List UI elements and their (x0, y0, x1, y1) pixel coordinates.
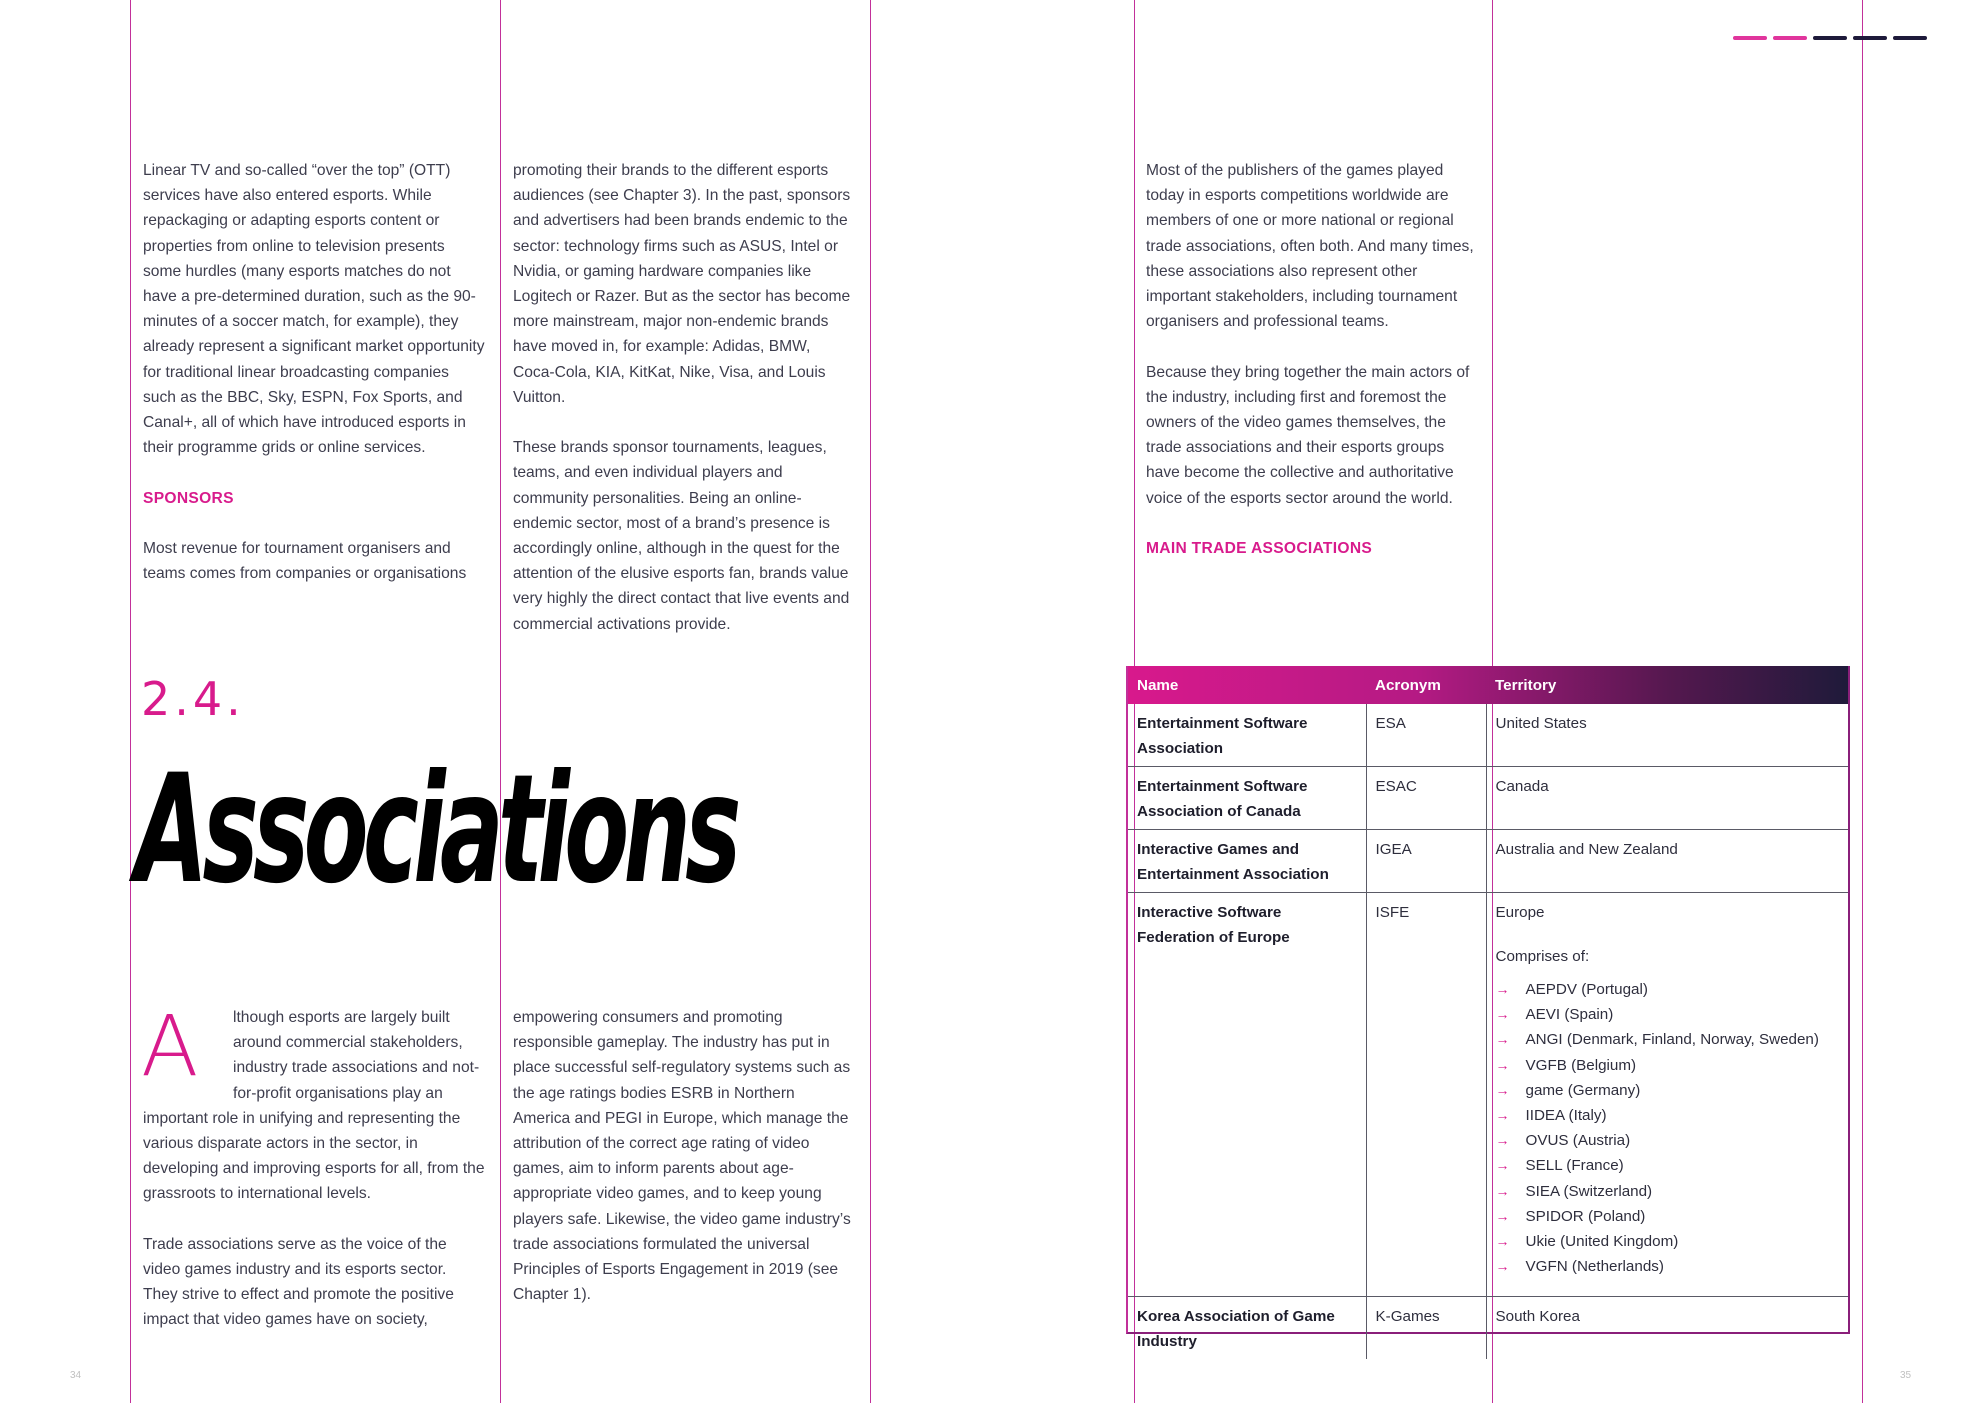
guide-line (1862, 0, 1863, 1403)
progress-segment (1813, 36, 1847, 40)
col1-bottom-text (141, 997, 485, 1358)
list-item: → Ukie (United Kingdom) (1496, 1229, 1841, 1254)
list-item: → AEVI (Spain) (1496, 1002, 1841, 1027)
col2-bottom-text (513, 1005, 855, 1333)
progress-segment (1733, 36, 1767, 40)
ott-paragraph: Linear TV and so-called “over the top” (OTT) services have also entered esports. While repackaging or adapting esports content or properties from online to television presents some hurdles (many esports matches do not have a pre-determined duration, such as the 90-minutes of a soccer match, for example), they already represent a significant market opportunity for traditional linear broadcasting companies such as the BBC, Sky, ESPN, Fox Sports, and Canal+, all of which have introduced esports in their programme grids or online services. (143, 162, 485, 457)
arrow-right-icon: → (1495, 1258, 1510, 1275)
cell-name: Interactive Software Federation of Europe (1128, 893, 1366, 1297)
progress-segment (1893, 36, 1927, 40)
cell-acronym: ISFE (1366, 893, 1486, 1297)
list-item: → VGFN (Netherlands) (1496, 1254, 1841, 1279)
cell-name: Interactive Games and Entertainment Association (1128, 830, 1366, 893)
collective-voice-paragraph: Because they bring together the main actors of the industry, including first and foremost the owners of the video games themselves, the trade associations and their esports groups have become the collective and authoritative voice of the esports sector around the world. (1146, 363, 1470, 507)
cell-territory (1486, 893, 1848, 1297)
arrow-right-icon: → (1495, 1157, 1510, 1174)
chapter-progress-indicator (1733, 36, 1927, 40)
publishers-paragraph: Most of the publishers of the games played today in esports competitions worldwide are members of one or more national or regional trade associations, often both. And many times, these associations also represent other important stakeholders, including tournament organisers and professional teams. (1146, 162, 1474, 331)
arrow-right-icon: → (1495, 1006, 1510, 1023)
cell-territory: South Korea (1495, 1308, 1580, 1325)
list-item: → SELL (France) (1496, 1153, 1841, 1178)
main-trade-associations-heading: MAIN TRADE ASSOCIATIONS (1146, 540, 1373, 558)
col1-top-text (143, 158, 485, 612)
list-item: → VGFB (Belgium) (1496, 1053, 1841, 1078)
right-col-text (1146, 158, 1476, 586)
sponsorship-paragraph: These brands sponsor tournaments, leagues, teams, and even individual players and community personalities. Being an online-endemic sector, most of a brand’s presence is accordingly online, although in the quest for the attention of the elusive esports fan, brands value very highly the direct contact that live events and commercial activations provide. (513, 439, 850, 633)
header-acronym: Acronym (1375, 676, 1441, 694)
list-item: → SPIDOR (Poland) (1496, 1204, 1841, 1229)
arrow-right-icon: → (1495, 1031, 1510, 1048)
header-name: Name (1137, 676, 1179, 694)
intro-paragraph-text: lthough esports are largely built around commercial stakeholders, industry trade associations and not-for-profit organisations play an important role in unifying and representing the various disparate actors in the sector, in developing and improving esports for all, from the grassroots to international levels. (143, 1009, 485, 1203)
table-header-row (1128, 666, 1848, 704)
cell-acronym: K-Games (1366, 1297, 1486, 1360)
comprises-label: Comprises of: (1495, 948, 1590, 965)
arrow-right-icon: → (1495, 1182, 1510, 1199)
guide-line (870, 0, 871, 1403)
table-row (1128, 1297, 1848, 1360)
territory-europe: Europe (1495, 904, 1545, 921)
cell-territory: United States (1486, 704, 1848, 767)
page-number-left: 34 (70, 1370, 82, 1381)
section-title: Associations (135, 743, 736, 917)
guide-line (500, 0, 501, 1403)
guide-line (130, 0, 131, 1403)
arrow-right-icon: → (1495, 981, 1510, 997)
header-territory: Territory (1495, 676, 1557, 694)
members-list (1496, 977, 1841, 1279)
cell-territory: Australia and New Zealand (1486, 830, 1848, 893)
drop-cap: A (141, 997, 199, 1095)
list-item: → AEPDV (Portugal) (1496, 977, 1841, 1002)
arrow-right-icon: → (1495, 1207, 1510, 1224)
arrow-right-icon: → (1495, 1056, 1510, 1073)
arrow-right-icon: → (1495, 1132, 1510, 1149)
list-item: → OVUS (Austria) (1496, 1128, 1841, 1153)
list-item: → IIDEA (Italy) (1496, 1103, 1841, 1128)
table-row (1128, 767, 1848, 830)
cell-territory: Canada (1486, 767, 1848, 830)
list-item: → ANGI (Denmark, Finland, Norway, Sweden) (1496, 1027, 1841, 1052)
cell-acronym: IGEA (1366, 830, 1486, 893)
sponsors-heading: SPONSORS (143, 489, 234, 507)
list-item: → game (Germany) (1496, 1078, 1841, 1103)
page-number-right: 35 (1900, 1370, 1912, 1381)
intro-paragraph (141, 997, 485, 1207)
progress-segment (1853, 36, 1887, 40)
cell-name: Entertainment Software Association of Canada (1128, 767, 1366, 830)
cell-name: Entertainment Software Association (1128, 704, 1366, 767)
arrow-right-icon: → (1495, 1107, 1510, 1124)
self-regulation-paragraph: empowering consumers and promoting responsible gameplay. The industry has put in place successful self-regulatory systems such as the age ratings bodies ESRB in Northern America and PEGI in Europe, which manage the attribution of the correct age rating of video games, aim to inform parents about age-appropriate video games, and to keep young players safe. Likewise, the video game industry’s trade associations formulated the universal Principles of Esports Engagement in 2019 (see Chapter 1). (513, 1009, 851, 1304)
trade-associations-table (1126, 666, 1850, 1350)
table-row (1128, 830, 1848, 893)
progress-segment (1773, 36, 1807, 40)
table-row (1128, 704, 1848, 767)
arrow-right-icon: → (1495, 1081, 1510, 1098)
cell-name: Korea Association of Game Industry (1128, 1297, 1366, 1360)
cell-acronym: ESA (1366, 704, 1486, 767)
list-item: → SIEA (Switzerland) (1496, 1179, 1841, 1204)
cell-acronym: ESAC (1366, 767, 1486, 830)
brands-paragraph: promoting their brands to the different esports audiences (see Chapter 3). In the past, sponsors and advertisers had been brands endemic to the sector: technology firms such as ASUS, Intel or Nvidia, or gaming hardware companies like Logitech or Razer. But as the sector has become more mainstream, major non-endemic brands have moved in, for example: Adidas, BMW, Coca-Cola, KIA, KitKat, Nike, Visa, and Louis Vuitton. (513, 162, 851, 406)
col2-top-text (513, 158, 855, 662)
sponsors-paragraph: Most revenue for tournament organisers and teams comes from companies or organisations (143, 540, 467, 583)
section-number: 2.4. (141, 672, 245, 726)
arrow-right-icon: → (1495, 1233, 1510, 1250)
trade-associations-paragraph: Trade associations serve as the voice of the video games industry and its esports sector. They strive to effect and promote the positive impact that video games have on society, (143, 1235, 454, 1329)
table-row (1128, 893, 1848, 1297)
